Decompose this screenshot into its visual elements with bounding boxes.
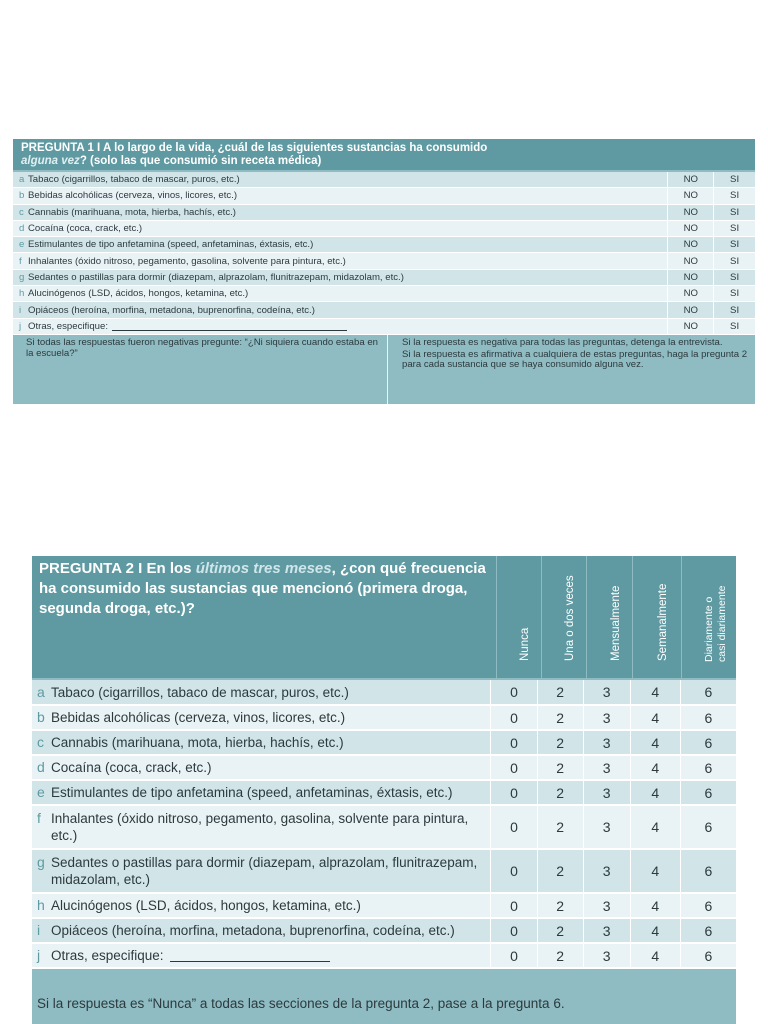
answer-no[interactable]: NO [668,302,714,318]
item-letter: a [37,683,45,700]
frequency-score-3[interactable]: 4 [630,849,680,893]
question-1-row [13,318,755,334]
column-label-nunca: Nunca [519,627,531,661]
item-letter: c [19,206,24,218]
question-1-row [13,237,755,253]
item-text-content: Sedantes o pastillas para dormir (diazepam, alprazolam, flunitrazepam, midazolam, etc.) [51,855,478,887]
frequency-score-0[interactable]: 0 [491,943,537,968]
question-2-row [32,730,736,755]
frequency-score-0[interactable]: 0 [491,705,537,730]
item-text: Sedantes o pastillas para dormir (diazepam, alprazolam, flunitrazepam, midazolam, etc.) [28,271,404,283]
answer-no[interactable]: NO [668,204,714,220]
question-2-table [32,556,736,1024]
column-header-diariamente [681,556,737,678]
frequency-score-3[interactable]: 4 [630,730,680,755]
answer-no[interactable]: NO [668,188,714,204]
item-letter: b [37,709,45,725]
frequency-score-1[interactable]: 2 [537,849,583,893]
specify-input-line[interactable] [170,951,330,962]
question-2-title-suffix: , ¿con qué frecuencia ha consumido las sustancias que mencionó (primera droga, segunda droga, etc.)? [39,560,486,617]
item-text-content: Alucinógenos (LSD, ácidos, hongos, ketamina, etc.) [51,898,361,913]
question-2-item [32,918,491,943]
item-text: Otras, especifique: [28,320,108,332]
item-text [51,854,488,888]
frequency-score-0[interactable]: 0 [491,805,537,849]
question-1-item [13,172,668,188]
answer-si[interactable]: SI [714,220,755,236]
question-2-item [32,780,491,805]
frequency-score-4[interactable]: 6 [680,849,736,893]
frequency-score-1[interactable]: 2 [537,755,583,780]
answer-si[interactable]: SI [714,204,755,220]
item-text-content: Cocaína (coca, crack, etc.) [51,760,212,775]
item-letter: i [37,922,41,938]
frequency-score-3[interactable]: 4 [630,893,680,918]
answer-no[interactable]: NO [668,286,714,302]
item-text [51,897,361,914]
item-letter: f [37,810,41,826]
question-1-row [13,286,755,302]
column-label-semanalmente: Semanalmente [657,583,669,661]
column-label-diariamente-line2: casi diariamente [715,585,728,662]
question-2-row [32,943,736,968]
column-header-semanalmente [632,556,681,678]
item-text-content: Inhalantes (óxido nitroso, pegamento, gasolina, solvente para pintura, etc.) [51,811,469,843]
item-text [51,759,212,776]
item-text-content: Cannabis (marihuana, mota, hierba, hachís, etc.) [51,735,344,750]
answer-si[interactable]: SI [714,318,755,334]
specify-input-line[interactable] [112,322,347,331]
item-letter: b [19,190,25,202]
item-letter: d [37,759,45,775]
frequency-score-4[interactable]: 6 [680,893,736,918]
frequency-score-3[interactable]: 4 [630,680,680,705]
question-2-row [32,849,736,893]
column-header-nunca [496,556,541,678]
question-1-row [13,188,755,204]
answer-no[interactable]: NO [668,172,714,188]
frequency-score-3[interactable]: 4 [630,780,680,805]
item-text-content: Tabaco (cigarrillos, tabaco de mascar, puros, etc.) [51,684,349,700]
item-text [51,947,330,964]
question-2-row [32,893,736,918]
question-1-row [13,204,755,220]
question-2-title [39,559,494,619]
frequency-score-4[interactable]: 6 [680,780,736,805]
frequency-score-1[interactable]: 2 [537,918,583,943]
item-letter: j [19,320,22,332]
question-2-row [32,755,736,780]
item-text: Cannabis (marihuana, mota, hierba, hachís, etc.) [28,206,236,218]
answer-si[interactable]: SI [714,286,755,302]
question-1-title [13,139,755,170]
frequency-score-2[interactable]: 3 [583,805,630,849]
frequency-score-2[interactable]: 3 [583,755,630,780]
answer-si[interactable]: SI [714,269,755,285]
item-text: Inhalantes (óxido nitroso, pegamento, gasolina, solvente para pintura, etc.) [28,255,346,267]
answer-si[interactable]: SI [714,302,755,318]
question-1-item [13,318,668,334]
item-letter: g [19,271,25,283]
item-letter: a [19,174,25,186]
question-1-items [13,172,755,335]
frequency-score-2[interactable]: 3 [583,849,630,893]
column-label-mensualmente: Mensualmente [609,585,622,661]
question-2-item [32,680,491,705]
frequency-score-4[interactable]: 6 [680,680,736,705]
column-header-mensualmente [586,556,632,678]
item-text: Opiáceos (heroína, morfina, metadona, buprenorfina, codeína, etc.) [28,304,315,316]
question-2-item [32,849,491,893]
frequency-score-0[interactable]: 0 [491,730,537,755]
answer-no[interactable]: NO [668,220,714,236]
question-1-item [13,220,668,236]
frequency-score-3[interactable]: 4 [630,918,680,943]
question-2-item [32,943,491,968]
answer-si[interactable]: SI [714,237,755,253]
question-2-item [32,893,491,918]
frequency-score-0[interactable]: 0 [491,918,537,943]
frequency-score-2[interactable]: 3 [583,780,630,805]
item-text [51,709,345,726]
question-2-item [32,730,491,755]
frequency-score-2[interactable]: 3 [583,730,630,755]
item-letter: c [37,734,44,750]
item-letter: h [37,897,45,913]
answer-no[interactable]: NO [668,237,714,253]
frequency-score-2[interactable]: 3 [583,943,630,968]
frequency-score-0[interactable]: 0 [491,755,537,780]
item-text-content: Estimulantes de tipo anfetamina (speed, anfetaminas, éxtasis, etc.) [51,785,453,800]
question-2-row [32,918,736,943]
item-text-content: Bebidas alcohólicas (cerveza, vinos, licores, etc.) [51,710,346,725]
item-letter: f [19,255,22,267]
frequency-score-1[interactable]: 2 [537,943,583,968]
question-2-footer: Si la respuesta es “Nunca” a todas las secciones de la pregunta 2, pase a la pregunta 6. [37,996,565,1011]
question-2-item [32,705,491,730]
item-text-content: Otras, especifique: [51,948,164,963]
frequency-score-0[interactable]: 0 [491,780,537,805]
frequency-score-4[interactable]: 6 [680,918,736,943]
item-letter: i [19,304,22,316]
question-1-title-suffix: ? (solo las que consumió sin receta médica) [79,155,322,167]
question-1-item [13,286,668,302]
frequency-score-1[interactable]: 2 [537,893,583,918]
answer-si[interactable]: SI [714,253,755,269]
question-1-item [13,237,668,253]
frequency-score-1[interactable]: 2 [537,705,583,730]
item-text [51,684,349,701]
column-header-una-o-dos-veces [541,556,586,678]
question-1-item [13,253,668,269]
frequency-score-3[interactable]: 4 [630,755,680,780]
frequency-score-0[interactable]: 0 [491,849,537,893]
frequency-score-3[interactable]: 4 [630,805,680,849]
item-text-content: Opiáceos (heroína, morfina, metadona, buprenorfina, codeína, etc.) [51,923,455,938]
item-letter: g [37,854,45,870]
question-1-row [13,220,755,236]
question-1-item [13,188,668,204]
frequency-score-2[interactable]: 3 [583,893,630,918]
answer-si[interactable]: SI [714,172,755,188]
question-1-row [13,172,755,188]
question-2-item [32,805,491,849]
item-text [51,734,344,751]
frequency-score-1[interactable]: 2 [537,730,583,755]
frequency-score-4[interactable]: 6 [680,705,736,730]
frequency-score-3[interactable]: 4 [630,943,680,968]
item-text: Estimulantes de tipo anfetamina (speed, anfetaminas, éxtasis, etc.) [28,239,314,251]
question-1-title-text: PREGUNTA 1 I A lo largo de la vida, ¿cuál de las siguientes sustancias ha consumido [21,142,488,154]
item-letter: e [37,784,45,800]
question-1-item [13,204,668,220]
question-1-title-emphasis: alguna vez [21,155,80,167]
answer-si[interactable]: SI [714,188,755,204]
frequency-score-4[interactable]: 6 [680,755,736,780]
question-2-title-emphasis: últimos tres meses [195,560,332,577]
item-text: Alucinógenos (LSD, ácidos, hongos, ketamina, etc.) [28,288,249,300]
item-text: Tabaco (cigarrillos, tabaco de mascar, puros, etc.) [28,174,240,186]
frequency-score-4[interactable]: 6 [680,943,736,968]
frequency-score-0[interactable]: 0 [491,680,537,705]
frequency-score-1[interactable]: 2 [537,780,583,805]
item-text [51,922,455,939]
question-1-item [13,269,668,285]
question-1-note-right-1: Si la respuesta es negativa para todas las preguntas, detenga la entrevista. [402,337,723,348]
item-letter: h [19,288,25,300]
question-2-items [32,680,736,969]
question-1-row [13,253,755,269]
item-text [51,784,452,801]
question-1-row [13,302,755,318]
question-2-header [32,556,736,678]
frequency-score-2[interactable]: 3 [583,680,630,705]
frequency-score-1[interactable]: 2 [537,805,583,849]
question-2-row [32,705,736,730]
column-label-una-o-dos-veces: Una o dos veces [564,575,576,661]
column-label-diariamente-line1: Diariamente o [702,596,715,662]
question-1-note-right-2: Si la respuesta es afirmativa a cualquiera de estas preguntas, haga la pregunta 2 para cada sustancia que se haya consumido alguna vez. [402,348,748,370]
frequency-score-2[interactable]: 3 [583,918,630,943]
frequency-score-4[interactable]: 6 [680,805,736,849]
item-letter: j [37,947,41,963]
item-letter: e [19,239,25,251]
question-2-row [32,805,736,849]
question-1-instructions [13,335,755,404]
question-2-row [32,780,736,805]
answer-no[interactable]: NO [668,318,714,334]
frequency-score-0[interactable]: 0 [491,893,537,918]
frequency-score-1[interactable]: 2 [537,680,583,705]
answer-no[interactable]: NO [668,253,714,269]
question-2-title-text: PREGUNTA 2 I En los [39,560,192,577]
item-text: Bebidas alcohólicas (cerveza, vinos, licores, etc.) [28,190,238,202]
item-text [51,810,488,844]
question-1-row [13,269,755,285]
frequency-score-3[interactable]: 4 [630,705,680,730]
question-2-item [32,755,491,780]
answer-no[interactable]: NO [668,269,714,285]
question-1-note-right [387,335,755,404]
question-1-note-left: Si todas las respuestas fueron negativas pregunte: “¿Ni siquiera cuando estaba en la escuela?” [26,337,378,359]
question-2-row [32,680,736,705]
question-1-item [13,302,668,318]
question-1-table [13,139,755,404]
item-letter: d [19,223,25,235]
item-text: Cocaína (coca, crack, etc.) [28,223,143,235]
frequency-score-2[interactable]: 3 [583,705,630,730]
frequency-score-4[interactable]: 6 [680,730,736,755]
